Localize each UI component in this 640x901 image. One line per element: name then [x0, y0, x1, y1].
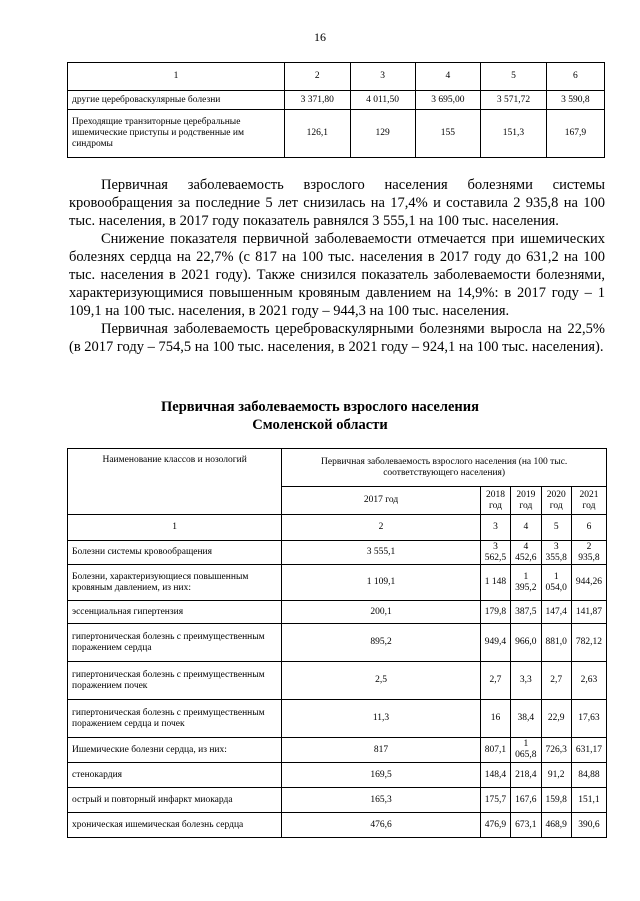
header-cell: 5	[481, 63, 547, 91]
group-header: Первичная заболеваемость взрослого населения (на 100 тыс. соответствующего населения)	[282, 449, 607, 487]
cell: 3 571,72	[481, 91, 547, 110]
header-cell: 3	[350, 63, 415, 91]
row-name: Болезни, характеризующиеся повышенным кровяным давлением, из них:	[68, 565, 282, 601]
cell: 3,3	[511, 662, 541, 700]
cell: 881,0	[541, 624, 571, 662]
cell: 3 355,8	[541, 541, 571, 565]
table-row	[68, 624, 607, 662]
table-row	[68, 110, 605, 158]
cell: 4 452,6	[511, 541, 541, 565]
header-cell: 1	[68, 63, 285, 91]
cell: 84,88	[571, 763, 606, 788]
cell: 949,4	[480, 624, 510, 662]
table-row	[68, 91, 605, 110]
number-cell: 6	[571, 515, 606, 541]
cell: 1 065,8	[511, 738, 541, 763]
cell: 91,2	[541, 763, 571, 788]
table-title-line1: Первичная заболеваемость взрослого населения	[161, 399, 479, 415]
number-cell: 3	[480, 515, 510, 541]
cell: 2,7	[541, 662, 571, 700]
year-cell: 2021 год	[571, 487, 606, 515]
cell: 129	[350, 110, 415, 158]
numbering-row	[68, 515, 607, 541]
number-cell: 4	[511, 515, 541, 541]
cell: 159,8	[541, 788, 571, 813]
table-header-row	[68, 449, 607, 487]
cell: 16	[480, 700, 510, 738]
cell: 3 555,1	[282, 541, 480, 565]
cell: 3 590,8	[546, 91, 604, 110]
row-name: Преходящие транзиторные церебральные ишемические приступы и родственные им синдромы	[68, 110, 285, 158]
paragraph-1: Первичная заболеваемость взрослого населения болезнями системы кровообращения за последние 5 лет снизилась на 17,4% и составила 2 935,8 на 100 тыс. населения, в 2017 году показатель равнялся 3 555,1 на 100 тыс. населения.	[69, 177, 605, 229]
cell: 1 109,1	[282, 565, 480, 601]
year-cell: 2017 год	[282, 487, 480, 515]
cell: 782,12	[571, 624, 606, 662]
cell: 1 395,2	[511, 565, 541, 601]
number-cell: 1	[68, 515, 282, 541]
table-header-row	[68, 63, 605, 91]
row-name: острый и повторный инфаркт миокарда	[68, 788, 282, 813]
cell: 169,5	[282, 763, 480, 788]
number-cell: 2	[282, 515, 480, 541]
cell: 966,0	[511, 624, 541, 662]
table-row	[68, 813, 607, 838]
cell: 17,63	[571, 700, 606, 738]
cell: 167,9	[546, 110, 604, 158]
cell: 468,9	[541, 813, 571, 838]
cell: 673,1	[511, 813, 541, 838]
cell: 807,1	[480, 738, 510, 763]
year-cell: 2018 год	[480, 487, 510, 515]
table-row	[68, 662, 607, 700]
page-number: 16	[314, 30, 326, 44]
cell: 476,9	[480, 813, 510, 838]
row-name: хроническая ишемическая болезнь сердца	[68, 813, 282, 838]
cell: 387,5	[511, 601, 541, 624]
cell: 218,4	[511, 763, 541, 788]
cell: 817	[282, 738, 480, 763]
cell: 2,63	[571, 662, 606, 700]
cell: 38,4	[511, 700, 541, 738]
cell: 2 935,8	[571, 541, 606, 565]
col1-header: Наименование классов и нозологий	[68, 449, 282, 515]
cell: 175,7	[480, 788, 510, 813]
cell: 2,5	[282, 662, 480, 700]
cell: 141,87	[571, 601, 606, 624]
cell: 3 562,5	[480, 541, 510, 565]
row-name: эссенциальная гипертензия	[68, 601, 282, 624]
cell: 3 371,80	[285, 91, 351, 110]
cell: 200,1	[282, 601, 480, 624]
number-cell: 5	[541, 515, 571, 541]
table-row	[68, 541, 607, 565]
cell: 179,8	[480, 601, 510, 624]
cell: 148,4	[480, 763, 510, 788]
cell: 3 695,00	[415, 91, 481, 110]
table-row	[68, 565, 607, 601]
cell: 4 011,50	[350, 91, 415, 110]
row-name: стенокардия	[68, 763, 282, 788]
cell: 11,3	[282, 700, 480, 738]
cell: 2,7	[480, 662, 510, 700]
cell: 1 148	[480, 565, 510, 601]
cell: 390,6	[571, 813, 606, 838]
top-table	[67, 62, 605, 158]
table-row	[68, 788, 607, 813]
row-name: Болезни системы кровообращения	[68, 541, 282, 565]
cell: 631,17	[571, 738, 606, 763]
table-row	[68, 601, 607, 624]
header-cell: 6	[546, 63, 604, 91]
cell: 165,3	[282, 788, 480, 813]
cell: 895,2	[282, 624, 480, 662]
cell: 167,6	[511, 788, 541, 813]
row-name: гипертоническая болезнь с преимущественным поражением сердца	[68, 624, 282, 662]
cell: 126,1	[285, 110, 351, 158]
year-cell: 2020 год	[541, 487, 571, 515]
row-name: другие цереброваскулярные болезни	[68, 91, 285, 110]
table-row	[68, 738, 607, 763]
cell: 944,26	[571, 565, 606, 601]
year-cell: 2019 год	[511, 487, 541, 515]
cell: 151,1	[571, 788, 606, 813]
paragraph-3: Первичная заболеваемость цереброваскулярными болезнями выросла на 22,5% (в 2017 году – 754,5 на 100 тыс. населения, в 2021 году – 924,1 на 100 тыс. населения).	[69, 321, 605, 355]
row-name: Ишемические болезни сердца, из них:	[68, 738, 282, 763]
header-cell: 2	[285, 63, 351, 91]
paragraph-2: Снижение показателя первичной заболеваемости отмечается при ишемических болезнях сердца на 22,7% (с 817 на 100 тыс. населения в 2017 году до 631,2 на 100 тыс. населения в 2021 году). Также снизился показатель заболеваемости болезнями, характеризующимися повышенным кровяным давлением на 14,9%: в 2017 году – 1 109,1 на 100 тыс. населения, в 2021 году – 944,3 на 100 тыс. населения.	[69, 231, 605, 319]
row-name: гипертоническая болезнь с преимущественным поражением почек	[68, 662, 282, 700]
row-name: гипертоническая болезнь с преимущественным поражением сердца и почек	[68, 700, 282, 738]
table-row	[68, 700, 607, 738]
table-title-line2: Смоленской области	[252, 417, 388, 433]
cell: 1 054,0	[541, 565, 571, 601]
header-cell: 4	[415, 63, 481, 91]
cell: 155	[415, 110, 481, 158]
table-row	[68, 763, 607, 788]
cell: 147,4	[541, 601, 571, 624]
cell: 22,9	[541, 700, 571, 738]
cell: 151,3	[481, 110, 547, 158]
cell: 476,6	[282, 813, 480, 838]
cell: 726,3	[541, 738, 571, 763]
main-table	[67, 448, 607, 838]
